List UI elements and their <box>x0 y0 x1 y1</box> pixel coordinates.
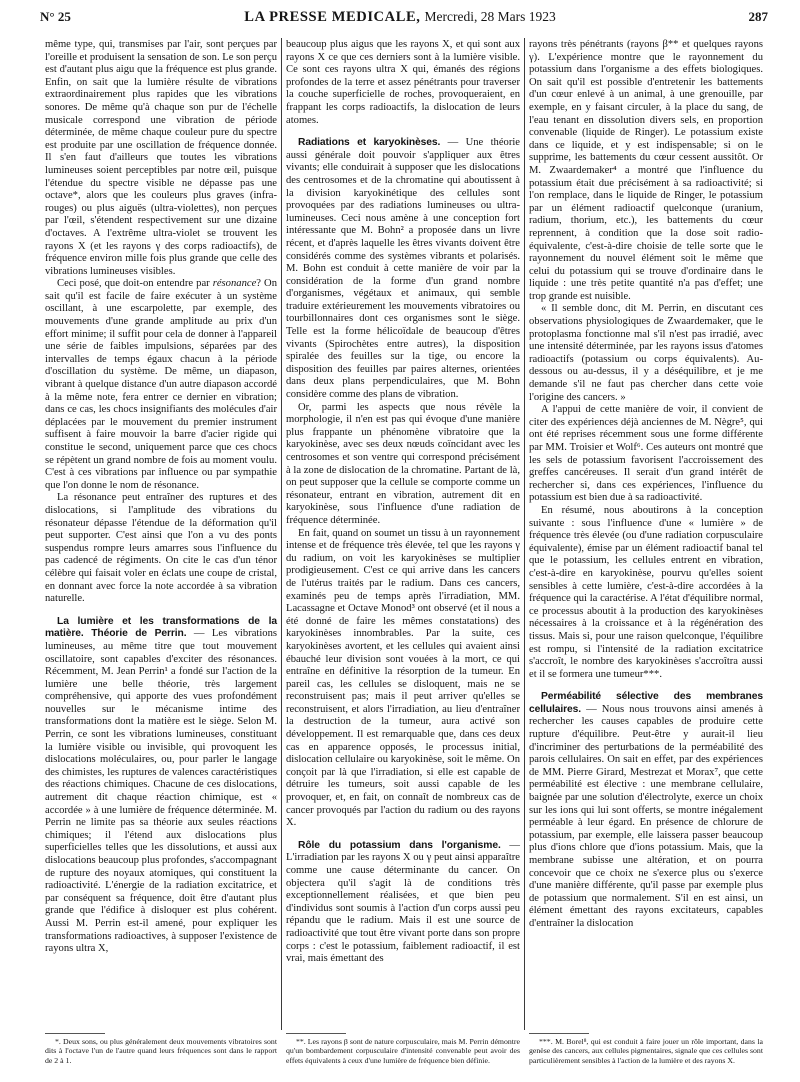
paragraph: rayons très pénétrants (rayons β** et quelques rayons γ). L'expérience montre que le rayonnement du potassium dans l'organisme a des effets biologiques. On sait qu'il est possible d'entretenir les battements d'un cœur enlevé à un animal, à une grenouille, par exemple, en y faisant circuler, à la place du sang, de l'eau tenant en dissolution divers sels, en proportion convenable (liquide de Ringer). Le potassium existe dans ce liquide, et y est indispensable; si on le supprime, les battements du cœur cessent aussitôt. Or M. Zwaardemaker⁴ a montré que l'influence du potassium était due précisément à sa radioactivité; si l'on remplace, dans le liquide de Ringer, le potassium par un élément radioactif quelconque (uranium, radium, thorium, etc.), les battements du cœur reprennent, à condition que la dose soit radio-équivalente, c'est-à-dire choisie de telle sorte que le rayonnement du nouvel élément soit le même que celui du potassium qui se trouve d'ordinaire dans le liquide : une très petite quantité n'a pas d'effet; une trop grande est nuisible. <box>529 39 763 302</box>
paragraph: beaucoup plus aigus que les rayons X, et qui sont aux rayons X ce que ces derniers sont à la lumière visible. Ce sont ces rayons ultra X qui, émanés des régions profondes de la terre et assez pénétrants pour traverser la couche superficielle de roches, provoqueraient, en frappant les corps radioactifs, la dislocation de leurs atomes. <box>286 39 520 126</box>
paragraph-text: — L'irradiation par les rayons X ou γ peut ainsi apparaître comme une cause déterminante du cancer. On objectera qu'il s'agit là de conditions très exceptionnellement réalisées, et que bien peu d'individus sont soumis à l'action d'un corps aussi peu répandu que le radium. Mais il est une source de radioactivité que tout être vivant porte dans son propre corps : c'est le potassium, faiblement radioactif, il est vrai, mais émettant des <box>286 839 521 965</box>
paragraph: En fait, quand on soumet un tissu à un rayonnement intense et de fréquence très élevée, tel que les rayons γ du radium, on voit les karyokinèses se multiplier prodigieusement. C'est ce qui arrive dans les cancers de l'utérus traités par le radium. Dans ces cancers, examinés peu de temps après l'irradiation, MM. Lacassagne et Octave Monod³ ont observé (et il nous a été donné de faire les mêmes constatations) des karyokinèses innombrables. Par la suite, ces karyokinèses avortent, et les cellules qui avaient ainsi ébauché leur division sont vouées à la mort, ce qui entraîne en définitive la résorption de la tumeur. En pareil cas, les cellules se disloquent, mais ne se reconstruisent pas; mais il peut arriver qu'elles se reconstruisent, et alors l'irradiation, au lieu d'entraîner la destruction de la tumeur, aura activé son développement. Il est remarquable que, dans ces deux cas en apparence opposés, le processus initial, dislocation cellulaire ou karyokinèse, soit le même. On conçoit par là que l'irradiation, si elle est capable de détruire les tumeurs, soit aussi capable de les provoquer, et, en fait, on connaît de nombreux cas de cancer provoqués par l'action du radium ou des rayons X. <box>286 527 520 829</box>
paragraph-text: — Les vibrations lumineuses, au même titre que tout mouvement oscillatoire, sont capables d'exciter des résonances. Récemment, M. Jean Perrin¹ a fondé sur l'action de la lumière une belle théorie, très largement compréhensive, qui apporte des vues profondément nouvelles sur le mécanisme intime des transformations dont la matière est le siège. Selon M. Perrin, ce sont les vibrations lumineuses, constituant la lumière visible ou invisible, qui provoquent les dislocations moléculaires, ou, pour parler le langage des chimistes, les ruptures de valences caractéristiques des réactions chimiques. Chacune de ces dislocations, autrement dit chaque réaction chimique, est « accordée » à une lumière de fréquence déterminée. M. Perrin ne limite pas sa théorie aux seules réactions chimiques; il l'étend aux dislocations plus superficielles telles que les dissolutions, et aussi aux dislocations beaucoup plus profondes, s'accompagnant de rupture des noyaux atomiques, qui constituent la radioactivité. L'énergie de la radiation excitatrice, et par conséquent sa fréquence, doit être d'autant plus grande que l'édifice à disloquer est plus cohérent. Aussi M. Perrin est-il amené, pour expliquer les transformations radioactives, à supposer l'existence de rayons ultra X, <box>45 628 277 955</box>
paragraph-text: ? On sait qu'il est facile de faire exécuter à un système oscillant, à une escarpolette, par exemple, des mouvements d'une grande amplitude au prix d'un effort minime; il suffit pour cela de donner à l'appareil une série de faibles impulsions, séparées par des intervalles de temps égaux chacun à la période d'oscillation du système. De même, un diapason, vibrant à quelque distance d'un autre diapason accordé à la même note, fera entrer ce dernier en vibration; dans ce cas, les chocs insignifiants des molécules d'air déplacées par le mouvement du premier instrument suffisent à faire mouvoir la barre d'acier rigide qui constitue le second, uniquement parce que ces chocs se répètent un grand nombre de fois au moment voulu. C'est à ces vibrations par influence ou par sympathie que l'on donne le nom de résonance. <box>45 278 277 491</box>
journal-title: LA PRESSE MEDICALE, <box>244 9 421 25</box>
italic-term: résonance <box>212 278 257 290</box>
masthead <box>0 8 800 26</box>
section-paragraph <box>529 691 763 930</box>
paragraph <box>45 278 277 492</box>
section-paragraph <box>45 616 277 956</box>
column-rule <box>524 38 525 1030</box>
footnote: ***. M. Borel⁸, qui est conduit à faire jouer un rôle important, dans la genèse des cancers, aux cellules pigmentaires, signale que ces cellules sont particulièrement sensibles à l'action de la lumière et des rayons X. <box>529 1037 763 1065</box>
column-1 <box>45 39 277 956</box>
column-3 <box>529 39 763 931</box>
footnote-separator <box>529 1033 589 1034</box>
section-paragraph <box>286 137 520 401</box>
paragraph: Or, parmi les aspects que nous révèle la morphologie, il n'en est pas qui évoque d'une manière plus frappante un phénomène vibratoire que la karyokinèse, avec ses deux nœuds coïncidant avec les centrosomes et son ventre qui correspond précisément à la zone de dislocation de la chromatine. Partant de là, on peut supposer que la cellule se comporte comme un résonateur, entrant en vibration, autrement dit en karyokinèse, sous l'influence d'une radiation de fréquence déterminée. <box>286 401 520 526</box>
paragraph: La résonance peut entraîner des ruptures et des dislocations, si l'amplitude des vibrations du résonateur dépasse l'étendue de la déformation qu'il peut supporter. C'est ainsi que l'on a vu des ponts suspendus rompre leurs amarres sous l'influence du pas cadencé de régiments. On cite le cas d'un ténor célèbre qui faisait voler en éclats une coupe de cristal, en donnant avec force la note accordée à sa vibration naturelle. <box>45 492 277 605</box>
page-header <box>0 6 800 30</box>
paragraph-text: — Nous nous trouvons ainsi amenés à rechercher les causes capables de produire cette rupture d'équilibre. Peut-être y aurait-il lieu d'incriminer des perturbations de la perméabilité des parois cellulaires. On sait en effet, par des expériences de MM. Pierre Girard, Mestrezat et Morax⁷, que cette perméabilité est élective : une membrane cellulaire, baignée par une solution d'électrolyte, exerce un choix sur les ions qui lui sont offerts, se montre inégalement perméable à leur égard. En présence de chlorure de potassium, par exemple, elle laissera passer beaucoup plus d'ions chlore que d'ions potassium. Mais, que la membrane subisse une altération, et on pourra concevoir que ce choix ne s'exerce plus ou s'exerce d'une manière différente, qu'il passe par exemple plus de potassium que normalement. S'il en est ainsi, un élément émettant des rayons excitateurs, capables d'entraîner la dislocation <box>529 703 763 929</box>
footnote-separator <box>286 1033 346 1034</box>
footnote: *. Deux sons, ou plus généralement deux mouvements vibratoires sont dits à l'octave l'un de l'autre quand leurs fréquences sont dans le rapport de 2 à 1. <box>45 1037 277 1065</box>
column-2 <box>286 39 520 966</box>
issue-date: Mercredi, 28 Mars 1923 <box>424 9 556 24</box>
page-number: 287 <box>748 9 768 24</box>
footnote-separator <box>45 1033 105 1034</box>
paragraph: « Il semble donc, dit M. Perrin, en discutant ces observations physiologiques de Zwaardemaker, que le protoplasma fonctionne mal s'il n'est pas irradié, avec une intensité déterminée, par les rayons issus d'atomes radioactifs (potassium ou corps équivalents). Au-dessous ou au-dessus, il y a déséquilibre, et je me demande s'il ne faut pas chercher dans cette voie l'origine des cancers. » <box>529 303 763 403</box>
paragraph: A l'appui de cette manière de voir, il convient de citer des expériences déjà anciennes de M. Nègre⁵, qui ont été reprises récemment sous une forme différente par MM. Troisier et Wolf⁶. Ces auteurs ont montré que les sels de potassium favorisent l'accroissement des greffes cancéreuses. Il serait d'un grand intérêt de rechercher si, dans ces expériences, l'influence du potassium est bien due à sa radioactivité. <box>529 404 763 504</box>
section-heading: Rôle du potassium dans l'organisme. <box>298 839 501 851</box>
footnote: **. Les rayons β sont de nature corpusculaire, mais M. Perrin démontre qu'un bombardement corpusculaire d'intensité convenable peut avoir des effets équivalents à ceux d'une lumière de fréquence bien définie. <box>286 1037 520 1065</box>
section-heading: Radiations et karyokinèses. <box>298 137 441 149</box>
paragraph-text: — Une théorie aussi générale doit pouvoir s'appliquer aux êtres vivants; elle conduirait à supposer que les dislocations des centrosomes et de la chromatine qui aboutissent à la division karyokinétique des cellules sont provoquées par des radiations lumineuses ou ultra-lumineuses. Ceci nous amène à une conception fort intéressante que M. Bohn² a proposée dans un livre récent, et d'après laquelle les êtres vivants doivent être considérés comme des systèmes vibrants et polarisés. M. Bohn est conduit à cette manière de voir par la considération de la forme d'un grand nombre d'organismes, végétaux et animaux, qui semble traduire extérieurement les mouvements vibratoires ou tourbillonnaires dont ces organismes sont le siège. Telle est la forme hélicoïdale de beaucoup d'êtres vivants (Spirochètes entre autres), la disposition spiralée des feuilles sur la tige, ou encore la disposition des feuilles par paires alternes, orientées dans deux plans perpendiculaires, que M. Bohn considère comme des plans de vibration. <box>286 137 521 401</box>
paragraph-text: Ceci posé, que doit-on entendre par <box>57 278 213 290</box>
column-rule <box>281 38 282 1030</box>
section-heading: La lumière et les transformations de la matière. Théorie de Perrin. <box>45 615 277 640</box>
section-paragraph <box>286 840 520 966</box>
paragraph: même type, qui, transmises par l'air, sont perçues par l'oreille et produisent la sensation de son. Le son perçu est d'autant plus aigu que la fréquence est plus grande. Enfin, on sait que la lumière résulte de vibrations extraordinairement plus rapides que les vibrations sonores. De même qu'à chaque son pur de l'échelle musicale correspond une vibration de période déterminée, de même chaque couleur pure du spectre est produite par une oscillation de fréquence donnée. Il s'en faut d'ailleurs que toutes les vibrations lumineuses soient perceptibles par notre œil, puisque l'étendue du spectre visible ne dépasse pas une octave*, alors que les couleurs plus graves (infra-rouges) ou plus aiguës (ultra-violettes), non perçues par l'œil, s'étendent respectivement sur une dizaine d'octaves. A l'extrême ultra-violet se trouvent les rayons X (et les rayons γ des corps radioactifs), de fréquence environ mille fois plus grande que celle des vibrations lumineuses visibles. <box>45 39 277 277</box>
issue-number: N° 25 <box>40 9 71 24</box>
paragraph: En résumé, nous aboutirons à la conception suivante : sous l'influence d'une « lumière » de fréquence très élevée (ou d'une radiation corpusculaire équivalente), émise par un élément radioactif banal tel que le potassium, les cellules entrent en vibration, c'est-à-dire en karyokinèse, pourvu qu'elles soient sensibles à cette lumière, c'est-à-dire accordées à la fréquence qui la caractérise. A l'état d'équilibre normal, ce processus aboutit à la production des karyokinèses nécessaires à la croissance et à la régénération des tissus. Mais si, pour une raison quelconque, l'équilibre est rompu, si l'intensité de la radiation excitatrice s'accroît, le nombre des karyokinèses s'accroîtra aussi et il se formera une tumeur***. <box>529 504 763 680</box>
section-heading: Perméabilité sélective des membranes cellulaires. <box>529 691 763 715</box>
